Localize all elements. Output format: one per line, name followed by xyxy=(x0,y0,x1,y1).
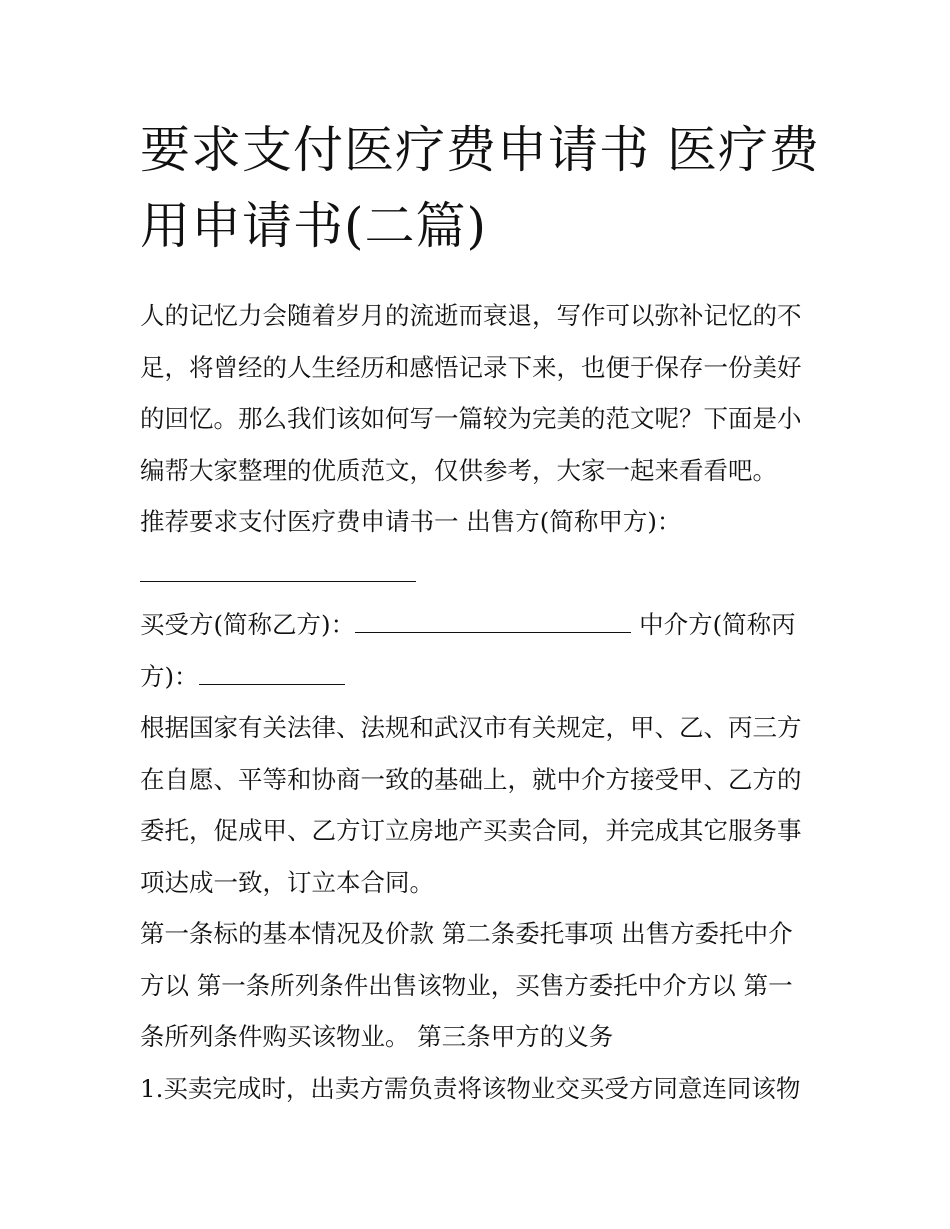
seller-name-blank xyxy=(140,563,416,582)
seller-paragraph xyxy=(140,496,820,599)
intermediary-label-cont: 方)： xyxy=(140,661,199,691)
intro-line-4: 编帮大家整理的优质范文，仅供参考，大家一起来看看吧。 xyxy=(140,455,777,485)
recommend-line: 推荐要求支付医疗费申请书一 出售方(简称甲方)： xyxy=(140,507,682,536)
intro-line-3: 的回忆。那么我们该如何写一篇较为完美的范文呢？下面是小 xyxy=(140,404,802,433)
intermediary-line xyxy=(140,651,820,703)
basis-paragraph xyxy=(140,702,820,908)
articles-line-3: 条所列条件购买该物业。 第三条甲方的义务 xyxy=(140,1022,614,1051)
parties-paragraph xyxy=(140,599,820,702)
seller-blank-line xyxy=(140,548,820,600)
buyer-name-blank xyxy=(355,614,631,633)
document-title xyxy=(140,112,820,264)
buyer-label: 买受方(简称乙方)： xyxy=(140,610,356,639)
intro-line-1: 人的记忆力会随着岁月的流逝而衰退，写作可以弥补记忆的不 xyxy=(140,301,802,330)
basis-line-3: 委托，促成甲、乙方订立房地产买卖合同，并完成其它服务事 xyxy=(140,816,802,845)
basis-line-1: 根据国家有关法律、法规和武汉市有关规定，甲、乙、丙三方 xyxy=(140,713,802,742)
intermediary-name-blank xyxy=(199,666,345,685)
title-line-2: 用申请书(二篇) xyxy=(140,197,488,255)
intro-line-2: 足，将曾经的人生经历和感悟记录下来，也便于保存一份美好 xyxy=(140,352,802,382)
item-1-paragraph xyxy=(140,1063,820,1115)
articles-paragraph xyxy=(140,908,820,1063)
document-page xyxy=(140,112,820,1114)
basis-line-4: 项达成一致，订立本合同。 xyxy=(140,867,434,897)
intermediary-label: 中介方(简称丙 xyxy=(639,610,796,639)
intro-paragraph xyxy=(140,290,820,496)
item-1-line: 1.买卖完成时，出卖方需负责将该物业交买受方同意连同该物 xyxy=(140,1073,801,1103)
title-line-1: 要求支付医疗费申请书 医疗费 xyxy=(140,121,820,179)
buyer-line xyxy=(140,599,820,651)
document-body xyxy=(140,290,820,1114)
articles-line-2: 方以 第一条所列条件出售该物业，买售方委托中介方以 第一 xyxy=(140,970,793,1000)
basis-line-2: 在自愿、平等和协商一致的基础上，就中介方接受甲、乙方的 xyxy=(140,764,802,794)
articles-line-1: 第一条标的基本情况及价款 第二条委托事项 出售方委托中介 xyxy=(140,919,793,948)
